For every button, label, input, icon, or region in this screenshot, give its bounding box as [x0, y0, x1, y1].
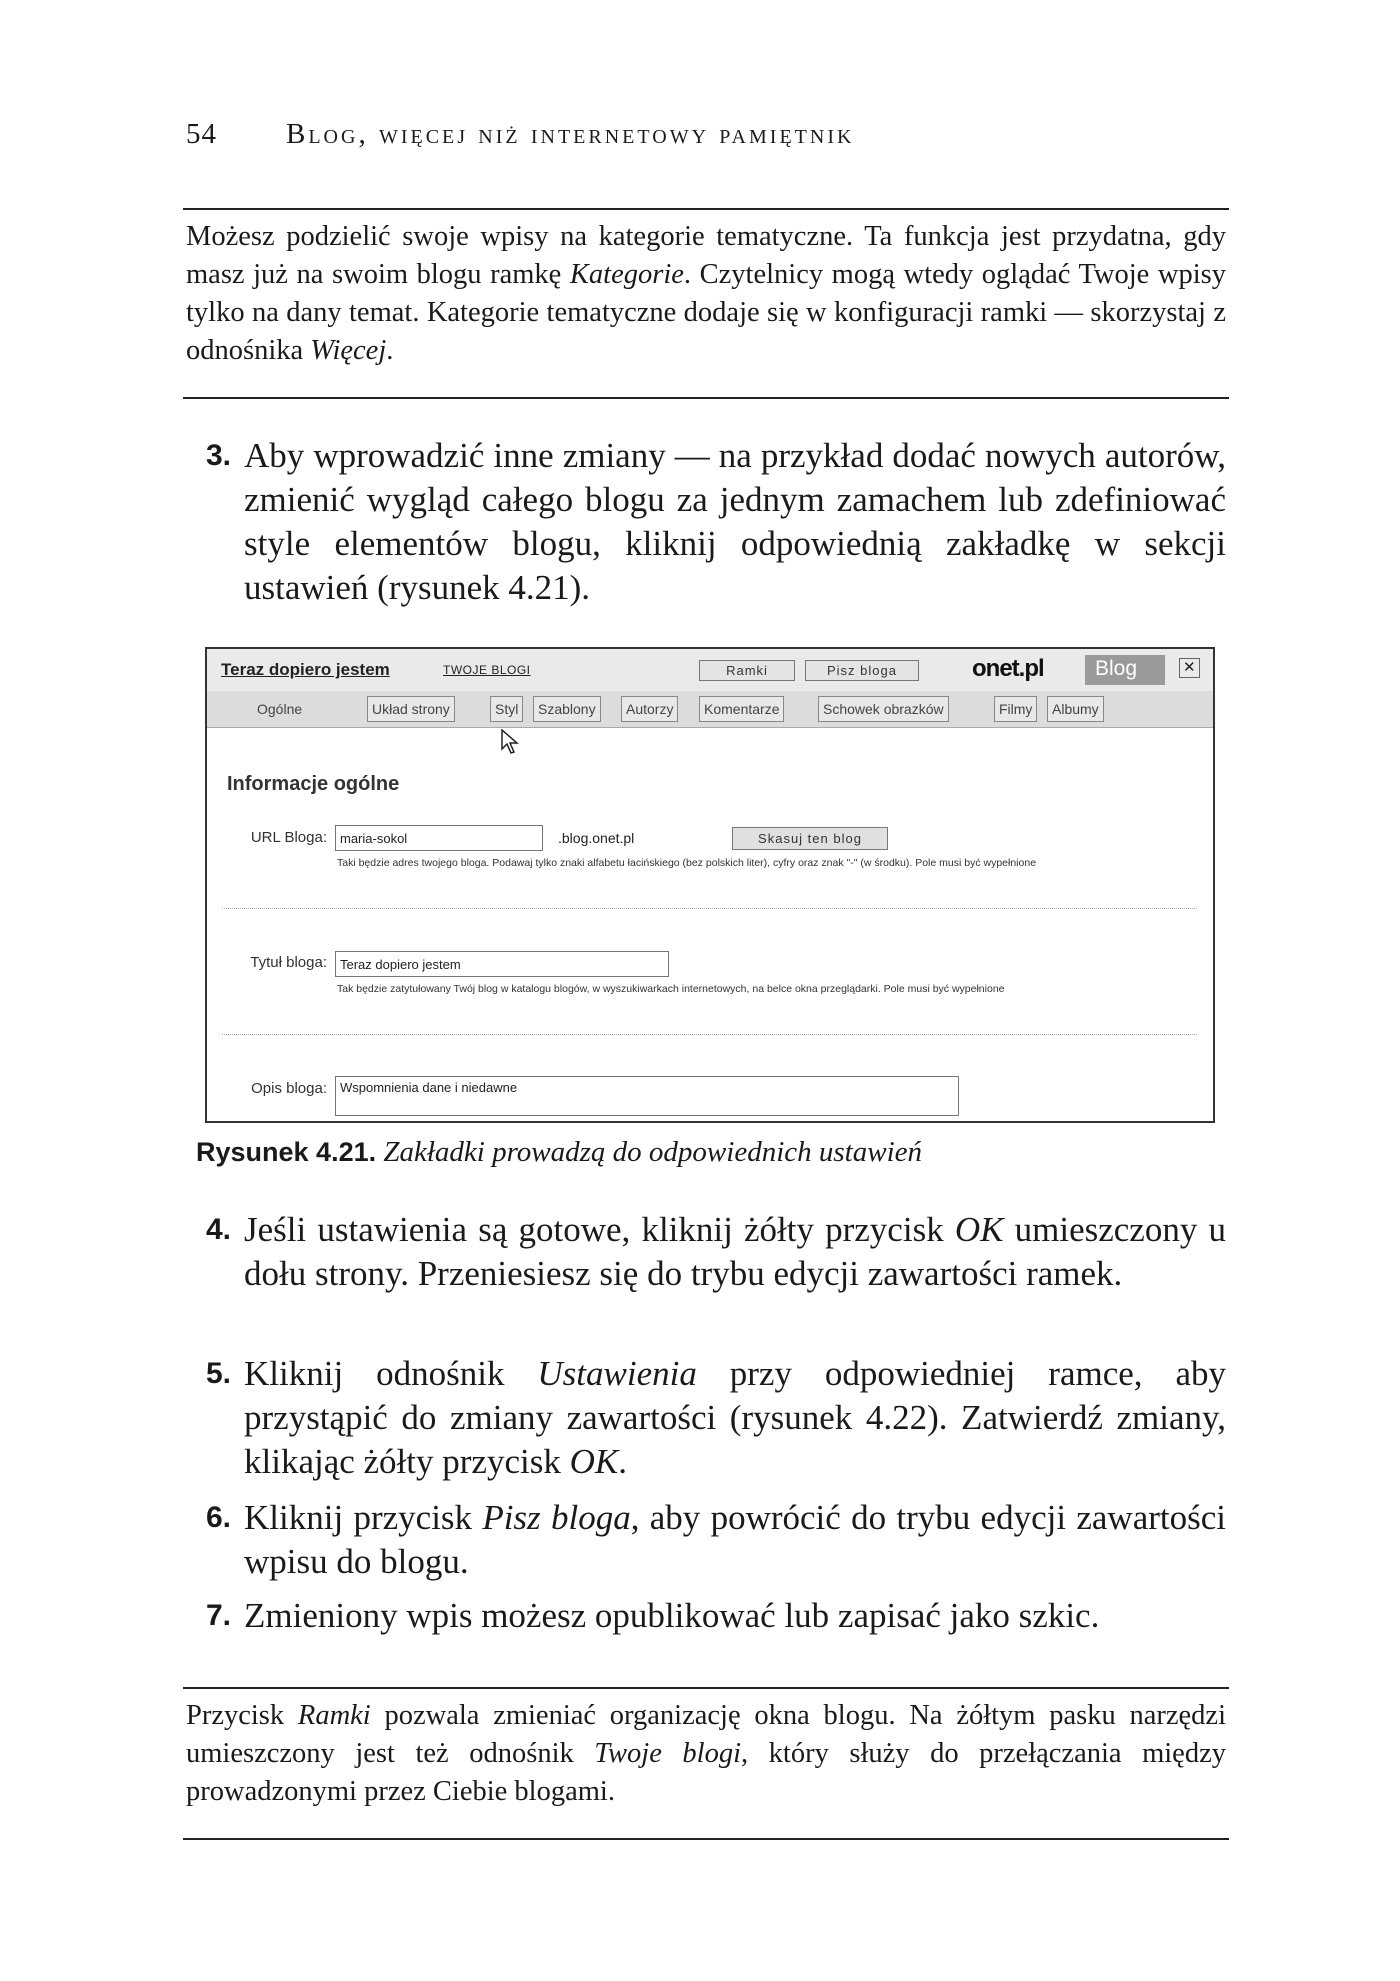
- tab-templates[interactable]: Szablony: [533, 696, 601, 722]
- note-bottom-rule-top: [183, 1687, 1229, 1689]
- note-top: [186, 218, 1226, 370]
- figure-label: Rysunek 4.21.: [196, 1137, 377, 1167]
- note-top-text-3: .: [386, 335, 394, 366]
- tab-authors[interactable]: Autorzy: [621, 696, 678, 722]
- note-bottom: [186, 1697, 1226, 1811]
- title-label: Tytuł bloga:: [250, 954, 327, 971]
- step-number: 6.: [206, 1501, 232, 1534]
- note-bottom-text-3: , który służy do przełączania między prowadzonymi przez Ciebie blogami.: [186, 1738, 1226, 1807]
- note-bottom-italic-1: Ramki: [297, 1700, 371, 1731]
- running-title: Blog, więcej niż internetowy pamiętnik: [286, 118, 855, 150]
- step-text: Kliknij przycisk Pisz bloga, aby powrócić do trybu edycji zawartości wpisu do blogu.: [244, 1498, 1226, 1581]
- blog-logo: Blog: [1095, 657, 1138, 680]
- step-number: 3.: [206, 439, 232, 472]
- separator: [222, 908, 1197, 909]
- tab-image-clipboard[interactable]: Schowek obrazków: [818, 696, 949, 722]
- tab-style[interactable]: Styl: [490, 696, 523, 722]
- step-number: 5.: [206, 1357, 232, 1390]
- note-top-rule-top: [183, 208, 1229, 210]
- page-number: 54: [186, 118, 217, 150]
- note-top-italic-1: Kategorie: [569, 259, 684, 290]
- onet-logo: onet.pl: [972, 655, 1044, 682]
- note-top-italic-2: Więcej: [310, 335, 387, 366]
- note-top-text-1: Możesz podzielić swoje wpisy na kategorie tematyczne. Ta funkcja jest przydatna, gdy masz już na swoim blogu ramkę: [186, 221, 1226, 290]
- mouse-cursor-icon: [501, 729, 519, 755]
- description-textarea[interactable]: Wspomnienia dane i niedawne: [335, 1076, 959, 1116]
- step-4: [196, 1208, 1226, 1296]
- url-suffix: .blog.onet.pl: [558, 830, 635, 846]
- frames-button[interactable]: Ramki: [699, 660, 795, 681]
- note-bottom-text-1: Przycisk: [186, 1700, 298, 1731]
- figure-caption: [196, 1136, 922, 1169]
- title-hint: Tak będzie zatytułowany Twój blog w katalogu blogów, w wyszukiwarkach internetowych, na belce okna przeglądarki. Pole musi być wypełnione: [337, 983, 1005, 995]
- close-icon[interactable]: ✕: [1179, 658, 1200, 678]
- separator: [222, 1034, 1197, 1035]
- my-blogs-link[interactable]: TWOJE BLOGI: [443, 663, 531, 677]
- title-input[interactable]: Teraz dopiero jestem: [335, 951, 669, 977]
- step-6: [196, 1496, 1226, 1584]
- url-hint: Taki będzie adres twojego bloga. Podawaj tylko znaki alfabetu łacińskiego (bez polskich liter), cyfry oraz znak "-" (w środku). Pole musi być wypełnione: [337, 857, 1037, 869]
- section-heading: Informacje ogólne: [227, 773, 400, 795]
- blog-toolbar: [207, 649, 1213, 692]
- blog-logo-box: [1085, 655, 1165, 685]
- tab-general[interactable]: Ogólne: [257, 701, 303, 717]
- step-5: [196, 1352, 1226, 1484]
- running-head: [186, 118, 854, 151]
- note-bottom-italic-2: Twoje blogi: [594, 1738, 741, 1769]
- step-text: Jeśli ustawienia są gotowe, kliknij żółty przycisk OK umieszczony u dołu strony. Przeniesiesz się do trybu edycji zawartości ramek.: [244, 1210, 1226, 1293]
- note-top-rule-bottom: [183, 397, 1229, 399]
- note-top-text-2: . Czytelnicy mogą wtedy oglądać Twoje wpisy tylko na dany temat. Kategorie tematyczne dodaje się w konfiguracji ramki — skorzystaj z odnośnika: [186, 259, 1226, 366]
- figure-caption-text: Zakładki prowadzą do odpowiednich ustawień: [383, 1136, 922, 1168]
- description-label: Opis bloga:: [251, 1080, 327, 1097]
- tab-comments[interactable]: Komentarze: [699, 696, 784, 722]
- step-text: Aby wprowadzić inne zmiany — na przykład dodać nowych autorów, zmienić wygląd całego blogu za jednym zamachem lub zdefiniować style elementów blogu, kliknij odpowiednią zakładkę w sekcji ustawień (rysunek 4.21).: [244, 436, 1226, 607]
- step-number: 4.: [206, 1213, 232, 1246]
- url-input[interactable]: maria-sokol: [335, 825, 543, 851]
- url-label: URL Bloga:: [250, 829, 327, 846]
- blog-title-link[interactable]: Teraz dopiero jestem: [221, 660, 390, 679]
- tab-layout[interactable]: Układ strony: [367, 696, 455, 722]
- step-text: Zmieniony wpis możesz opublikować lub zapisać jako szkic.: [244, 1596, 1100, 1635]
- settings-tabbar: [207, 691, 1213, 728]
- step-number: 7.: [206, 1599, 232, 1632]
- step-text: Kliknij odnośnik Ustawienia przy odpowiedniej ramce, aby przystąpić do zmiany zawartości (rysunek 4.22). Zatwierdź zmiany, klikając żółty przycisk OK.: [244, 1354, 1226, 1481]
- note-bottom-rule-bottom: [183, 1838, 1229, 1840]
- tab-films[interactable]: Filmy: [994, 696, 1037, 722]
- note-bottom-text-2: pozwala zmieniać organizację okna blogu. Na żółtym pasku narzędzi umieszczony jest też odnośnik: [186, 1700, 1226, 1769]
- write-blog-button[interactable]: Pisz bloga: [805, 660, 919, 681]
- figure-screenshot: [205, 647, 1215, 1123]
- delete-blog-button[interactable]: Skasuj ten blog: [732, 827, 888, 850]
- step-3: [196, 434, 1226, 610]
- step-7: [196, 1594, 1226, 1638]
- tab-albums[interactable]: Albumy: [1047, 696, 1104, 722]
